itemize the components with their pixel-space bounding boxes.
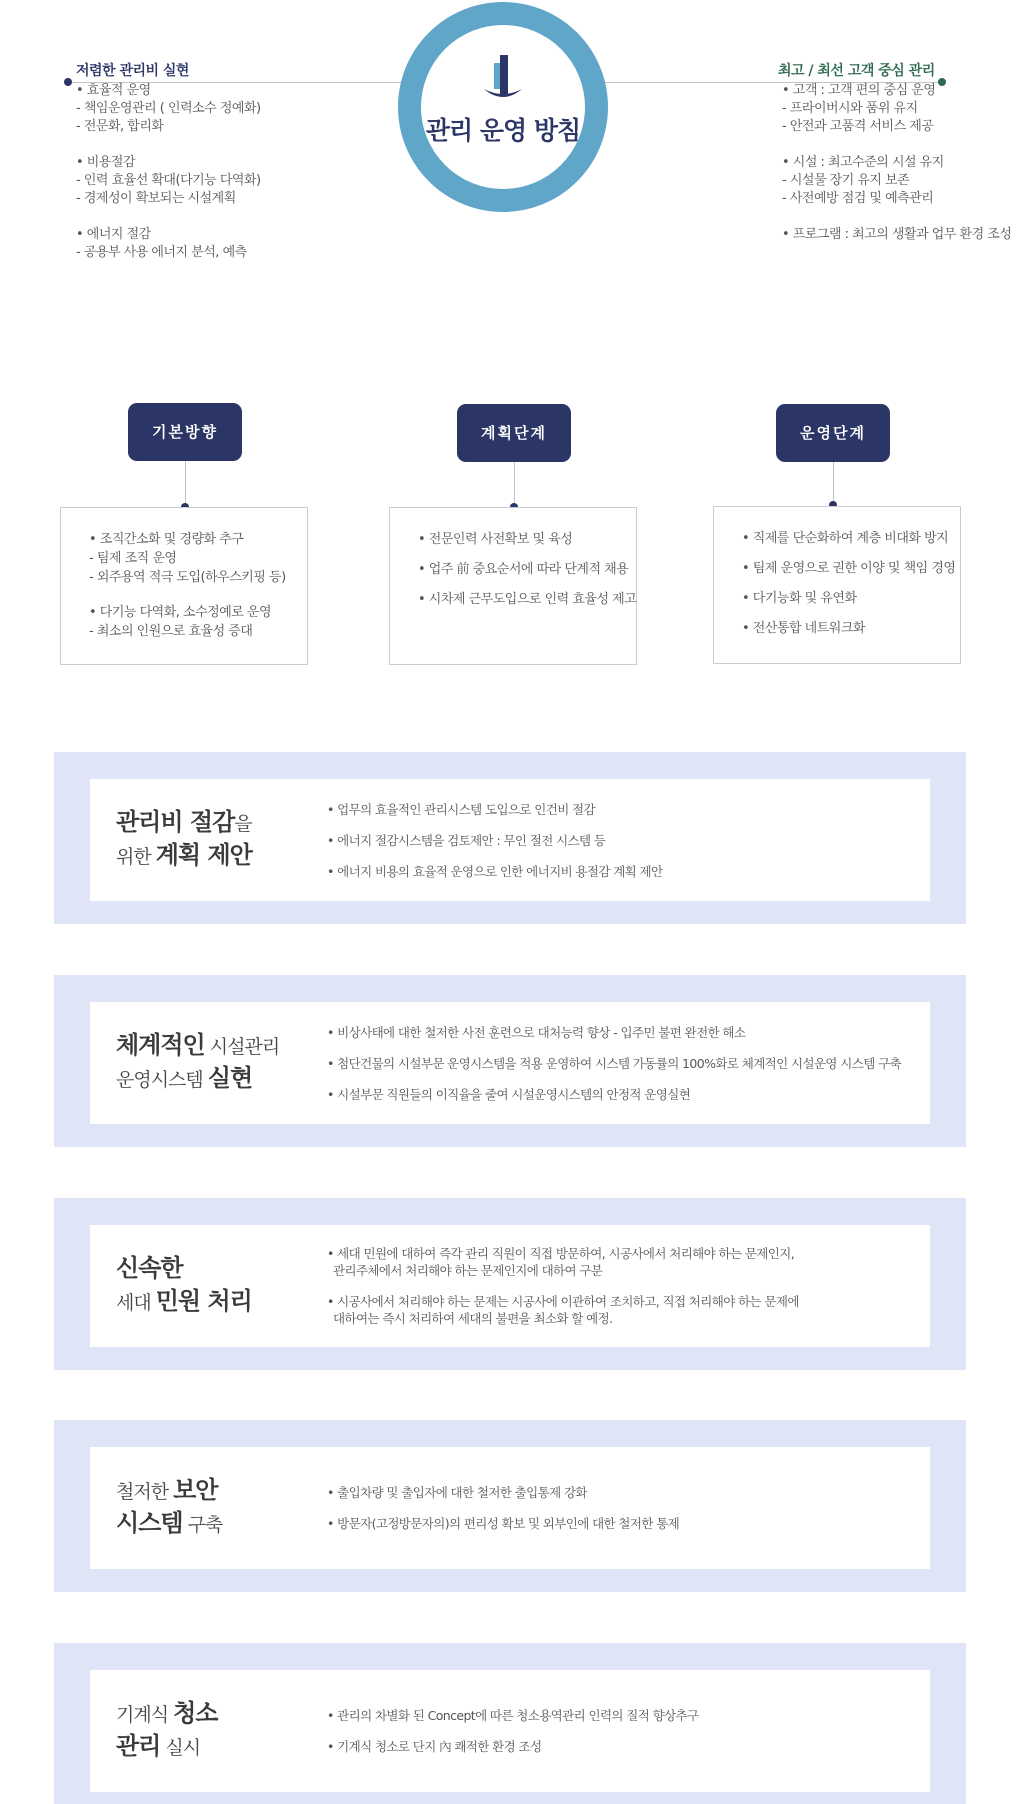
plan-title-line xyxy=(116,1731,306,1764)
plan-item-line: • 첨단건물의 시설부문 운영시스템을 적용 운영하여 시스템 가동률의 100%화로 체계적인 시설운영 시스템 구축 xyxy=(327,1055,902,1071)
plan-title-segment: 구축 xyxy=(182,1514,223,1536)
policy-title: 관리 운영 방침 xyxy=(425,116,581,145)
policy-group xyxy=(782,154,1020,208)
policy-circle xyxy=(398,2,608,212)
policy-line: • 시설 : 최고수준의 시설 유지 xyxy=(782,155,944,170)
plan-item-line: • 시설부문 직원들의 이직율을 줄여 시설운영시스템의 안정적 운영실현 xyxy=(327,1086,691,1102)
plan-title-segment: 관리 xyxy=(116,1732,161,1760)
stage-line: - 팀제 조직 운영 xyxy=(89,551,177,566)
policy-line: - 프라이버시와 품위 유지 xyxy=(782,101,918,116)
stage-badge: 운영단계 xyxy=(776,404,890,462)
policy-line: - 공용부 사용 에너지 분석, 예측 xyxy=(76,245,247,260)
plan-item-line: 대하여는 즉시 처리하여 세대의 불편을 최소화 할 예정. xyxy=(333,1311,613,1326)
policy-line: • 고객 : 고객 편의 중심 운영 xyxy=(782,83,936,98)
plan-item xyxy=(327,1245,927,1279)
plan-item-line: • 에너지 절감시스템을 검토제안 : 무인 절전 시스템 등 xyxy=(327,832,606,848)
plan-title-line xyxy=(116,1698,306,1731)
plan-title-line xyxy=(116,840,306,873)
plan-title xyxy=(116,1447,306,1569)
stage-line: • 시차제 근무도입으로 인력 효율성 제고 xyxy=(418,592,637,607)
plan-item xyxy=(327,1086,927,1103)
plan-items xyxy=(327,779,927,901)
plan-item xyxy=(327,832,927,849)
plan-title-segment: 실시 xyxy=(160,1737,201,1759)
plan-title-segment: 신속한 xyxy=(116,1254,183,1282)
left-connector-dot xyxy=(64,78,72,86)
plan-title xyxy=(116,779,306,901)
stage-line: • 다기능 다역화, 소수정예로 운영 xyxy=(89,605,272,620)
plan-title-line xyxy=(116,1475,306,1508)
plan-title-segment: 위한 xyxy=(116,846,156,868)
stage-line: - 최소의 인원으로 효율성 증대 xyxy=(89,624,253,639)
building-logo-icon xyxy=(480,53,526,103)
plan-title xyxy=(116,1670,306,1792)
plan-item-line: • 출입차량 및 출입자에 대한 철저한 출입통제 강화 xyxy=(327,1485,587,1500)
policy-group xyxy=(76,82,406,136)
policy-group xyxy=(782,226,1020,244)
plan-title-segment: 철저한 xyxy=(116,1481,174,1503)
plan-item-line: • 에너지 비용의 효율적 운영으로 인한 에너지비 용절감 계획 제안 xyxy=(327,863,663,879)
plan-items xyxy=(327,1225,927,1347)
policy-group xyxy=(76,226,406,262)
policy-line: • 효율적 운영 xyxy=(76,83,151,98)
plan-item-line: • 비상사태에 대한 철저한 사전 훈련으로 대처능력 향상 - 입주민 불편 완전한 해소 xyxy=(327,1024,746,1040)
plan-title-segment: 실현 xyxy=(207,1064,253,1092)
plan-title-segment: 절감 xyxy=(189,808,235,836)
plan-card xyxy=(90,1670,930,1792)
plan-title-line xyxy=(116,807,306,840)
plan-title-line xyxy=(116,1030,306,1063)
stage-line: • 직제를 단순화하여 계층 비대화 방지 xyxy=(742,531,949,546)
plan-title-segment: 청소 xyxy=(173,1699,218,1727)
plan-item-line: 관리주체에서 처리해야 하는 문제인지에 대하여 구분 xyxy=(333,1263,603,1278)
stage-line: • 전문인력 사전확보 및 육성 xyxy=(418,532,573,547)
plan-band xyxy=(54,752,966,924)
stage-connector-line xyxy=(185,461,186,507)
stage-line: • 조직간소화 및 경량화 추구 xyxy=(89,532,244,547)
plan-title-line xyxy=(116,1286,306,1319)
spacer xyxy=(89,587,307,603)
policy-line: • 에너지 절감 xyxy=(76,227,151,242)
left-policy-title: 저렴한 관리비 실현 xyxy=(76,63,189,79)
plan-title-line xyxy=(116,1063,306,1096)
policy-line: - 경제성이 확보되는 시설계획 xyxy=(76,191,236,206)
plan-item xyxy=(327,1024,927,1041)
plan-item xyxy=(327,1515,927,1532)
plan-item xyxy=(327,1738,927,1755)
plan-item-line: • 세대 민원에 대하여 즉각 관리 직원이 직접 방문하여, 시공사에서 처리해야 하는 문제인지, xyxy=(327,1246,795,1261)
plan-items xyxy=(327,1002,927,1124)
plan-item xyxy=(327,1055,927,1072)
stage-line: - 외주용역 적극 도입(하우스키핑 등) xyxy=(89,570,286,585)
stage-badge: 기본방향 xyxy=(128,403,242,461)
stage-line: • 팀제 운영으로 권한 이양 및 책임 경영 xyxy=(742,561,956,576)
stage-line: • 전산통합 네트워크화 xyxy=(742,621,865,636)
stage-box xyxy=(60,507,308,665)
plan-title-segment: 계획 제안 xyxy=(155,841,252,869)
plan-title-segment: 관리비 xyxy=(116,808,190,836)
plan-title-segment: 체계적인 xyxy=(116,1031,205,1059)
stage-line: • 다기능화 및 유연화 xyxy=(742,591,857,606)
plan-title-line xyxy=(116,1253,306,1286)
plan-title-segment: 시스템 xyxy=(116,1509,183,1537)
plan-item-line: • 관리의 차별화 된 Concept에 따른 청소용역관리 인력의 질적 향상추구 xyxy=(327,1708,699,1723)
policy-line: - 책임운영관리 ( 인력소수 정예화) xyxy=(76,101,261,116)
plan-item xyxy=(327,1484,927,1501)
policy-line: - 전문화, 합리화 xyxy=(76,119,164,134)
plan-item xyxy=(327,863,927,880)
plan-title-segment: 민원 처리 xyxy=(155,1287,252,1315)
plan-item-line: • 시공사에서 처리해야 하는 문제는 시공사에 이관하여 조치하고, 직접 처리해야 하는 문제에 xyxy=(327,1294,799,1309)
policy-line: - 인력 효율선 확대(다기능 다역화) xyxy=(76,173,261,188)
stage-box xyxy=(389,507,637,665)
policy-line: • 프로그램 : 최고의 생활과 업무 환경 조성 xyxy=(782,227,1012,242)
plan-title-line xyxy=(116,1508,306,1541)
plan-band xyxy=(54,1643,966,1804)
plan-band xyxy=(54,1198,966,1370)
stage-connector-line xyxy=(514,462,515,507)
plan-items xyxy=(327,1447,927,1569)
stage-box xyxy=(713,506,961,664)
policy-group xyxy=(76,154,406,208)
plan-title-segment: 세대 xyxy=(116,1292,156,1314)
stage-connector-line xyxy=(833,462,834,505)
policy-line: • 비용절감 xyxy=(76,155,136,170)
stage-line: • 업주 前 중요순서에 따라 단계적 채용 xyxy=(418,562,629,577)
plan-band xyxy=(54,975,966,1147)
plan-item xyxy=(327,1707,927,1724)
plan-card xyxy=(90,779,930,901)
plan-band xyxy=(54,1420,966,1592)
plan-title-segment: 보안 xyxy=(173,1476,218,1504)
policy-line: - 사전예방 점검 및 예측관리 xyxy=(782,191,934,206)
plan-items xyxy=(327,1670,927,1792)
plan-card xyxy=(90,1002,930,1124)
plan-title-segment: 기계식 xyxy=(116,1704,174,1726)
policy-line: - 안전과 고품격 서비스 제공 xyxy=(782,119,934,134)
right-policy-title: 최고 / 최선 고객 중심 관리 xyxy=(778,63,935,79)
plan-title-segment: 시설관리 xyxy=(204,1036,280,1058)
plan-card xyxy=(90,1225,930,1347)
left-policy-column xyxy=(76,62,406,280)
plan-card xyxy=(90,1447,930,1569)
plan-title-segment: 운영시스템 xyxy=(116,1069,208,1091)
plan-item xyxy=(327,801,927,818)
plan-title xyxy=(116,1225,306,1347)
policy-group xyxy=(782,82,1020,136)
plan-title-segment: 을 xyxy=(234,813,252,835)
stage-badge: 계획단계 xyxy=(457,404,571,462)
plan-item xyxy=(327,1293,927,1327)
policy-line: - 시설물 장기 유지 보존 xyxy=(782,173,910,188)
plan-title xyxy=(116,1002,306,1124)
plan-item-line: • 기계식 청소로 단지 內 쾌적한 환경 조성 xyxy=(327,1739,542,1754)
plan-item-line: • 업무의 효율적인 관리시스템 도입으로 인건비 절감 xyxy=(327,801,595,817)
plan-item-line: • 방문자(고정방문자의)의 편리성 확보 및 외부인에 대한 철저한 통제 xyxy=(327,1516,680,1531)
right-policy-column xyxy=(778,62,1020,262)
